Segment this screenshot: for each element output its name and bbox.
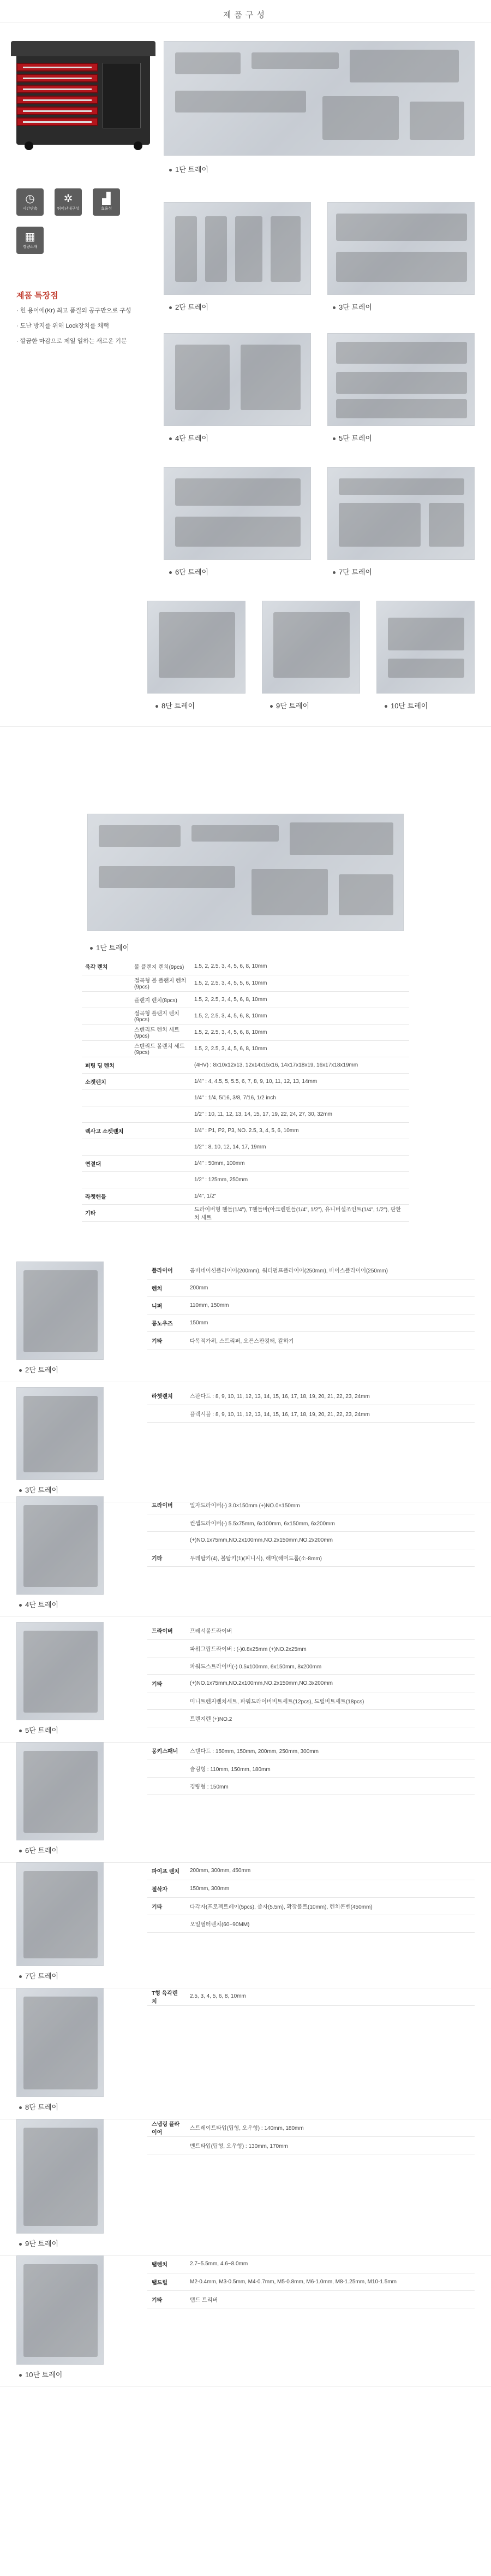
spec-value: 1/2" : 8, 10, 12, 14, 17, 19mm (191, 1139, 409, 1155)
spec-row (147, 1639, 475, 1657)
tray1-detail-caption: 1단 트레이 (90, 942, 129, 952)
tray10-caption: 10단 트레이 (385, 700, 428, 710)
tray-detail-caption: 8단 트레이 (19, 2101, 58, 2112)
spec-key: 스냅링 플라이어 (147, 2119, 185, 2136)
tray-spec-table (147, 2119, 475, 2154)
page-title: 제품구성 (223, 10, 268, 20)
tray4-caption: 4단 트레이 (169, 433, 208, 443)
tray-detail-caption: 5단 트레이 (19, 1725, 58, 1735)
tray-spec-table (147, 1496, 475, 1567)
cabinet-door (103, 63, 141, 128)
spec-row (147, 1657, 475, 1674)
section-divider (0, 726, 491, 727)
spec-value: 1/4", 1/2" (191, 1188, 409, 1204)
spec-value: 다각자(프로젝트레이(5pcs), 줄자(5.5m), 확장볼트(10mm), 렌치콘벤(450mm) (185, 1897, 475, 1915)
spec-row (82, 1024, 409, 1040)
spec-key: 기타 (147, 1331, 185, 1349)
tray-detail-photo (16, 2255, 104, 2365)
spec-key (147, 1514, 185, 1531)
spec-key (147, 1531, 185, 1549)
spec-row (147, 1988, 475, 2005)
spec-value: 2.7~5.5mm, 4.6~8.0mm (185, 2255, 475, 2273)
spec-row (147, 1862, 475, 1880)
spec-value: 프레셔볼드라이버 (185, 1622, 475, 1639)
spec-key (147, 1777, 185, 1795)
tray-detail-caption: 4단 트레이 (19, 1599, 58, 1609)
spec-sub: 절곡형 플랜지 렌치(9pcs) (131, 1008, 191, 1024)
spec-row (147, 1622, 475, 1639)
spec-key (82, 1008, 131, 1024)
spec-sub (131, 1073, 191, 1089)
spec-value: 200mm, 300mm, 450mm (185, 1862, 475, 1880)
spec-value: 컨셉드라이버(-) 5.5x75mm, 6x100mm, 6x150mm, 6x200mm (185, 1514, 475, 1531)
spec-value: 1.5, 2, 2.5, 3, 4, 5, 6, 8, 10mm (191, 1008, 409, 1024)
spec-value: 200mm (185, 1279, 475, 1296)
spec-row (82, 1057, 409, 1073)
cabinet-drawer (16, 63, 98, 72)
spec-value: 1.5, 2, 2.5, 3, 4, 5, 6, 8, 10mm (191, 1024, 409, 1040)
spec-value: 일자드라이버(-) 3.0×150mm (+)NO.0×150mm (185, 1496, 475, 1514)
wheel-icon (25, 141, 33, 150)
spec-row (147, 2119, 475, 2136)
spec-key: 육각 렌치 (82, 958, 131, 975)
spec-sub (131, 1139, 191, 1155)
spec-sub: 절곡형 볼 플랜지 렌치(9pcs) (131, 975, 191, 991)
spec-row (147, 1531, 475, 1549)
spec-sub: 플랜지 렌치(8pcs) (131, 991, 191, 1008)
tray9-caption: 9단 트레이 (270, 700, 309, 710)
spec-key: 몽키스패너 (147, 1742, 185, 1760)
spec-value: 스탠다드 : 150mm, 150mm, 200mm, 250mm, 300mm (185, 1742, 475, 1760)
spec-row (82, 1073, 409, 1089)
spec-value: 파워그립드라이버 : (-)0.8x25mm (+)NO.2x25mm (185, 1639, 475, 1657)
tray-spec-table (147, 1742, 475, 1795)
spec-value: 콤비네이션플라이어(200mm), 워터펌프플라이어(250mm), 바이스플라이어(250mm) (185, 1262, 475, 1279)
section-divider (0, 1616, 491, 1617)
tray1-spec-table (82, 958, 409, 1222)
spec-row (147, 1331, 475, 1349)
spec-key (147, 1405, 185, 1422)
spec-row (147, 1880, 475, 1897)
spec-key: 렌치 (147, 1279, 185, 1296)
tray1-caption: 1단 트레이 (169, 164, 208, 174)
tray-detail-photo (16, 1988, 104, 2097)
spec-key (82, 1089, 131, 1106)
spec-key: 기타 (147, 1674, 185, 1692)
spec-value: 경량형 : 150mm (185, 1777, 475, 1795)
spec-key: 소켓렌치 (82, 1073, 131, 1089)
spec-sub: 스텐리드 볼렌치 세트(9pcs) (131, 1040, 191, 1057)
tray-detail-photo (16, 1387, 104, 1480)
tray7-photo (327, 467, 475, 560)
tray3-caption: 3단 트레이 (333, 301, 372, 312)
spec-value: 1.5, 2, 2.5, 3, 4, 5, 6, 8, 10mm (191, 991, 409, 1008)
gear-icon: ✲ 뛰어난내구성 (55, 188, 82, 216)
spec-value: (4HV) : 8x10x12x13, 12x14x15x16, 14x17x18x19, 16x17x18x19mm (191, 1057, 409, 1073)
spec-value: 110mm, 150mm (185, 1296, 475, 1314)
spec-key: 니퍼 (147, 1296, 185, 1314)
spec-value: 벤트타입(팁형, 오우형) : 130mm, 170mm (185, 2136, 475, 2154)
spec-key: 기타 (147, 1897, 185, 1915)
spec-row (147, 1262, 475, 1279)
spec-key: 기타 (82, 1204, 131, 1221)
tray-detail-caption: 2단 트레이 (19, 1364, 58, 1375)
tray-detail-photo (16, 1262, 104, 1360)
spec-row (82, 1008, 409, 1024)
tray1-photo (164, 41, 475, 156)
tray-detail-photo (16, 1496, 104, 1595)
cabinet-drawer (16, 85, 98, 93)
spec-value: 1/4" : P1, P2, P3, NO. 2.5, 3, 4, 5, 6, 10mm (191, 1122, 409, 1139)
spec-key (147, 1657, 185, 1674)
spec-key (82, 1106, 131, 1122)
spec-row (147, 1314, 475, 1331)
spec-sub (131, 1122, 191, 1139)
spec-key: 기타 (147, 2290, 185, 2308)
spec-key: 기타 (147, 1549, 185, 1566)
tray3-photo (327, 202, 475, 295)
spec-key (147, 1692, 185, 1709)
spec-value: 파워드스트라이버(-) 0.5x100mm, 6x150mm, 8x200mm (185, 1657, 475, 1674)
spec-value: 스트레이트타입(팁형, 오우형) : 140mm, 180mm (185, 2119, 475, 2136)
spec-key (82, 1024, 131, 1040)
spec-row (147, 1387, 475, 1405)
spec-row (147, 2273, 475, 2290)
features-title: 제품 특장점 (16, 291, 58, 300)
tray5-caption: 5단 트레이 (333, 433, 372, 443)
cabinet-lid (11, 41, 155, 56)
spec-key (82, 1139, 131, 1155)
spec-key (147, 1760, 185, 1777)
spec-sub (131, 1188, 191, 1204)
wheel-icon (134, 141, 142, 150)
spec-key (147, 1915, 185, 1932)
spec-value: 1/2" : 125mm, 250mm (191, 1171, 409, 1188)
section-divider (0, 2386, 491, 2387)
spec-row (147, 1915, 475, 1932)
spec-row (147, 1296, 475, 1314)
spec-value: 1/4" : 50mm, 100mm (191, 1155, 409, 1171)
spec-row (82, 1122, 409, 1139)
tray-detail-photo (16, 1862, 104, 1966)
spec-row (82, 1155, 409, 1171)
spec-key: 플라이어 (147, 1262, 185, 1279)
spec-row (82, 1089, 409, 1106)
tool-cabinet-image (11, 41, 155, 150)
spec-value: 플렉시블 : 8, 9, 10, 11, 12, 13, 14, 15, 16, 17, 18, 19, 20, 21, 22, 23, 24mm (185, 1405, 475, 1422)
tray2-caption: 2단 트레이 (169, 301, 208, 312)
spec-value: 트렌지렌 (+)NO.2 (185, 1709, 475, 1727)
spec-key: 라쳇렌치 (147, 1387, 185, 1405)
tray-spec-table (147, 1988, 475, 2006)
cabinet-drawer (16, 74, 98, 82)
cabinet-drawer (16, 96, 98, 104)
tray6-photo (164, 467, 311, 560)
spec-sub: 볼 플랜지 렌치(9pcs) (131, 958, 191, 975)
features-list (16, 306, 153, 352)
spec-key: 연결대 (82, 1155, 131, 1171)
spec-key (82, 975, 131, 991)
spec-sub (131, 1089, 191, 1106)
tray6-caption: 6단 트레이 (169, 566, 208, 577)
tray-detail-photo (16, 1622, 104, 1720)
feature-item: · 힌 용어에(Kr) 최고 품질의 공구만으로 구성 (16, 306, 153, 315)
spec-sub (131, 1155, 191, 1171)
cabinet-drawer (16, 117, 98, 126)
tray1-detail-photo (87, 814, 404, 931)
spec-row (147, 1514, 475, 1531)
spec-value: (+)NO.1x75mm,NO.2x100mm,NO.2x150mm,NO.2x200mm (185, 1531, 475, 1549)
tray-spec-table (147, 1387, 475, 1423)
tray5-photo (327, 333, 475, 426)
tray-detail-caption: 3단 트레이 (19, 1484, 58, 1495)
tray-detail-caption: 10단 트레이 (19, 2369, 62, 2379)
spec-value: 탭드 트리버 (185, 2290, 475, 2308)
tray-detail-caption: 6단 트레이 (19, 1845, 58, 1855)
spec-row (147, 1549, 475, 1566)
spec-key: 렉사고 소켓렌치 (82, 1122, 131, 1139)
spec-key (82, 1171, 131, 1188)
tray4-photo (164, 333, 311, 426)
tray9-photo (262, 601, 360, 694)
spec-key (147, 2136, 185, 2154)
spec-value: 1/4" : 4, 4.5, 5, 5.5, 6, 7, 8, 9, 10, 11, 12, 13, 14mm (191, 1073, 409, 1089)
spec-value: 미니트렌지렌치세트, 파워드라이버비트세트(12pcs), 드릴비트세트(18pcs) (185, 1692, 475, 1709)
tray-detail-caption: 7단 트레이 (19, 1970, 58, 1981)
spec-value: 두레탑키(4), 볼탑키(1)(피니시), 해머(해머드롭(소-8mm) (185, 1549, 475, 1566)
tray-spec-table (147, 1262, 475, 1349)
spec-key: 파이프 렌치 (147, 1862, 185, 1880)
spec-value: 1.5, 2, 2.5, 3, 4, 5, 6, 8, 10mm (191, 958, 409, 975)
tray-detail-caption: 9단 트레이 (19, 2238, 58, 2248)
spec-key (82, 1040, 131, 1057)
spec-value: 다목적가위, 스트리퍼, 오픈스판컷터, 칼하기 (185, 1331, 475, 1349)
spec-row (147, 1897, 475, 1915)
spec-sub: 스텐리드 렌치 세트(9pcs) (131, 1024, 191, 1040)
spec-key: 절삭자 (147, 1880, 185, 1897)
spec-row (147, 1709, 475, 1727)
spec-sub (131, 1171, 191, 1188)
section-header (0, 9, 491, 20)
tray2-photo (164, 202, 311, 295)
spec-key: 드라이버 (147, 1622, 185, 1639)
tray-spec-table (147, 1622, 475, 1727)
spec-value: 150mm (185, 1314, 475, 1331)
cabinet-drawer (16, 106, 98, 115)
spec-row (82, 1106, 409, 1122)
spec-row (82, 958, 409, 975)
spec-key: 롱노우즈 (147, 1314, 185, 1331)
spec-row (147, 1692, 475, 1709)
spec-row (82, 991, 409, 1008)
tray8-photo (147, 601, 246, 694)
spec-row (147, 1742, 475, 1760)
spec-key (147, 1709, 185, 1727)
spec-value: 스판다드 : 8, 9, 10, 11, 12, 13, 14, 15, 16, 17, 18, 19, 20, 21, 22, 23, 24mm (185, 1387, 475, 1405)
spec-value: 1.5, 2, 2.5, 3, 4, 5, 6, 8, 10mm (191, 1040, 409, 1057)
tray-spec-table (147, 1862, 475, 1933)
spec-row (147, 2290, 475, 2308)
spec-row (147, 1760, 475, 1777)
tray7-caption: 7단 트레이 (333, 566, 372, 577)
chart-icon: ▟ 효율성 (93, 188, 120, 216)
spec-row (147, 1777, 475, 1795)
spec-value: 1/2" : 10, 11, 12, 13, 14, 15, 17, 19, 22, 24, 27, 30, 32mm (191, 1106, 409, 1122)
spec-sub (131, 1106, 191, 1122)
spec-key (147, 1639, 185, 1657)
spec-value: 150mm, 300mm (185, 1880, 475, 1897)
spec-row (147, 1674, 475, 1692)
clock-icon: ◷ 시간단축 (16, 188, 44, 216)
feature-item: · 깔끔한 마감으로 제일 일하는 새로운 기분 (16, 336, 153, 345)
spec-row (82, 1171, 409, 1188)
spec-row (82, 975, 409, 991)
spec-row (82, 1139, 409, 1155)
tray-detail-photo (16, 2119, 104, 2234)
spec-key (82, 991, 131, 1008)
feature-item: · 도난 방지를 위해 Lock장치를 채택 (16, 321, 153, 330)
tray10-photo (376, 601, 475, 694)
tray-detail-photo (16, 1742, 104, 1840)
spec-key: 탭렌치 (147, 2255, 185, 2273)
tray-spec-table (147, 2255, 475, 2308)
spec-row (147, 1496, 475, 1514)
spec-sub (131, 1057, 191, 1073)
spec-value: 1/4" : 1/4, 5/16, 3/8, 7/16, 1/2 inch (191, 1089, 409, 1106)
spec-sub (131, 1204, 191, 1221)
spec-value: 1.5, 2, 2.5, 3, 4, 5, 5, 6, 10mm (191, 975, 409, 991)
spec-value: M2-0.4mm, M3-0.5mm, M4-0.7mm, M5-0.8mm, M6-1.0mm, M8-1.25mm, M10-1.5mm (185, 2273, 475, 2290)
spec-value: 2.5, 3, 4, 5, 6, 8, 10mm (185, 1988, 475, 2005)
spec-value: 오일필터렌치(60~90MM) (185, 1915, 475, 1932)
spec-value: 드라이버형 핸들(1/4"), T핸들바(아크렌핸들(1/4", 1/2"), 유니버셜조인트(1/4", 1/2"), 판한치 세트 (191, 1204, 409, 1221)
spec-key: T형 육각렌치 (147, 1988, 185, 2005)
spec-key: 드라이버 (147, 1496, 185, 1514)
spec-row (82, 1188, 409, 1204)
grid-icon: ▦ 경량소재 (16, 227, 44, 254)
spec-row (147, 1279, 475, 1296)
spec-row (147, 1405, 475, 1422)
spec-row (82, 1204, 409, 1221)
spec-row (147, 2136, 475, 2154)
spec-row (147, 2255, 475, 2273)
spec-key: 퍼팅 딩 렌치 (82, 1057, 131, 1073)
spec-key: 탭드릴 (147, 2273, 185, 2290)
spec-value: (+)NO.1x75mm,NO.2x100mm,NO.2x150mm,NO.3x200mm (185, 1674, 475, 1692)
spec-row (82, 1040, 409, 1057)
spec-key: 라쳇핸들 (82, 1188, 131, 1204)
spec-value: 슬림형 : 110mm, 150mm, 180mm (185, 1760, 475, 1777)
tray8-caption: 8단 트레이 (155, 700, 195, 710)
